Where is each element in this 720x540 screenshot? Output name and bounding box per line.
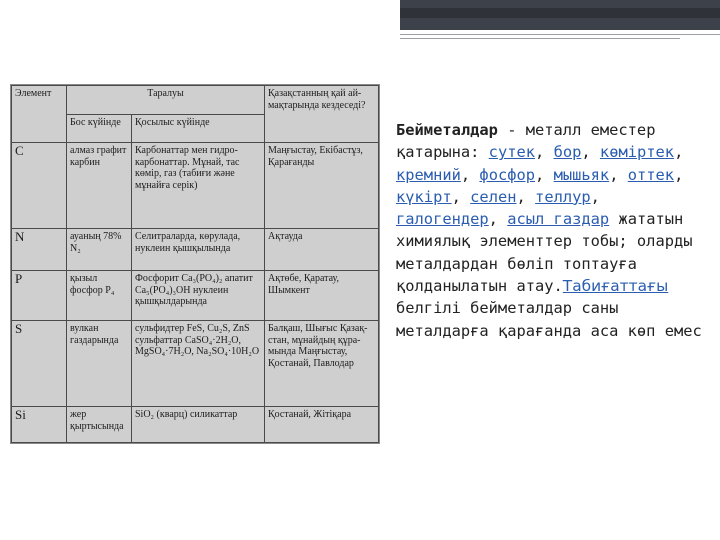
cell-symbol: P [12,271,67,321]
separator: , [581,143,600,162]
separator: , [609,165,628,184]
header-compound-state: Қосылыс күйінде [132,114,265,143]
slide-top-bar [0,0,720,30]
header-distribution: Таралуы [67,86,265,115]
link-phosphorus[interactable]: фосфор [479,165,536,184]
slide-top-bar-dark [400,0,720,30]
cell-free: вулкан газдарында [67,321,132,407]
cell-region: Ақтөбе, Қаратау, Шымкент [265,271,379,321]
cell-free: қызыл фосфор P₄ [67,271,132,321]
link-halogens[interactable]: галогендер [396,210,489,229]
separator: , [460,165,480,184]
separator: , [535,165,554,184]
cell-symbol: N [12,229,67,271]
separator: , [451,187,471,206]
header-kazakhstan: Қазақстанның қай ай- мақтарында кездеседі? [265,86,379,143]
link-boron[interactable]: бор [553,143,582,162]
table-row [12,143,379,229]
term-nonmetals: Бейметалдар [396,121,498,139]
cell-compound: сульфидтер FeS, Cu₂S, ZnS сульфаттар CaSO₄·2H₂O, MgSO₄·7H₂O, Na₂SO₄·10H₂O [132,321,265,407]
cell-symbol: C [12,143,67,229]
element-distribution-table-image [10,84,380,444]
cell-region: Балқаш, Шығыс Қазақ- стан, мұнайдың құра- мында Маңғыстау, Қостанай, Павлодар [265,321,379,407]
table-header-row [12,86,379,115]
header-free-state: Бос күйінде [67,114,132,143]
table-row [12,271,379,321]
separator: , [516,187,536,206]
separator: , [674,143,684,162]
cell-region: Ақтауда [265,229,379,271]
decorative-line [400,38,680,39]
element-distribution-table [11,85,379,443]
cell-free: ауаның 78% N₂ [67,229,132,271]
table-row [12,229,379,271]
separator: , [674,165,684,184]
cell-symbol: S [12,321,67,407]
tail-text: белгілі бейметалдар саны металдарға қарағанда аса көп емес [396,299,702,340]
link-oxygen[interactable]: оттек [627,165,675,184]
link-sulfur[interactable]: күкірт [396,187,452,206]
cell-free: алмаз графит карбин [67,143,132,229]
separator: , [590,187,600,206]
separator: , [535,143,554,162]
slide-top-bar-strip [400,8,720,18]
link-tellurium[interactable]: теллур [535,187,591,206]
link-in-nature[interactable]: Табиғаттағы [562,277,669,296]
table-row [12,407,379,443]
middle-text: жататын химиялық элементтер тобы; оларды металдардан бөліп топтауға қолданылатын атау. [396,210,693,296]
decorative-lines [400,34,720,42]
cell-compound: Селитраларда, көрулада, нуклеин қышқылында [132,229,265,271]
link-noble-gases[interactable]: асыл газдар [507,210,610,229]
header-element: Элемент [12,86,67,143]
link-hydrogen[interactable]: сутек [488,143,536,162]
cell-free: жер қыртысында [67,407,132,443]
link-silicon[interactable]: кремний [396,165,461,184]
decorative-line [400,34,720,35]
cell-symbol: Si [12,407,67,443]
nonmetals-description [396,119,708,342]
separator: , [488,210,508,229]
cell-region: Маңғыстау, Екібастұз, Қарағанды [265,143,379,229]
link-arsenic[interactable]: мышьяк [553,165,610,184]
table-row [12,321,379,407]
link-carbon[interactable]: көміртек [599,143,675,162]
intro-text: - металл еместер қатарына: [396,121,656,162]
cell-compound: Фосфорит Ca₃(PO₄)₂ апатит Ca₅(PO₄)₃OH нуклеин қышқылдарында [132,271,265,321]
cell-compound: Карбонаттар мен гидро- карбонаттар. Мұнай, тас көмір, газ (табиғи және мұнайға серік) [132,143,265,229]
link-selenium[interactable]: селен [470,187,517,206]
cell-region: Қостанай, Жітіқара [265,407,379,443]
cell-compound: SiO₂ (кварц) силикаттар [132,407,265,443]
